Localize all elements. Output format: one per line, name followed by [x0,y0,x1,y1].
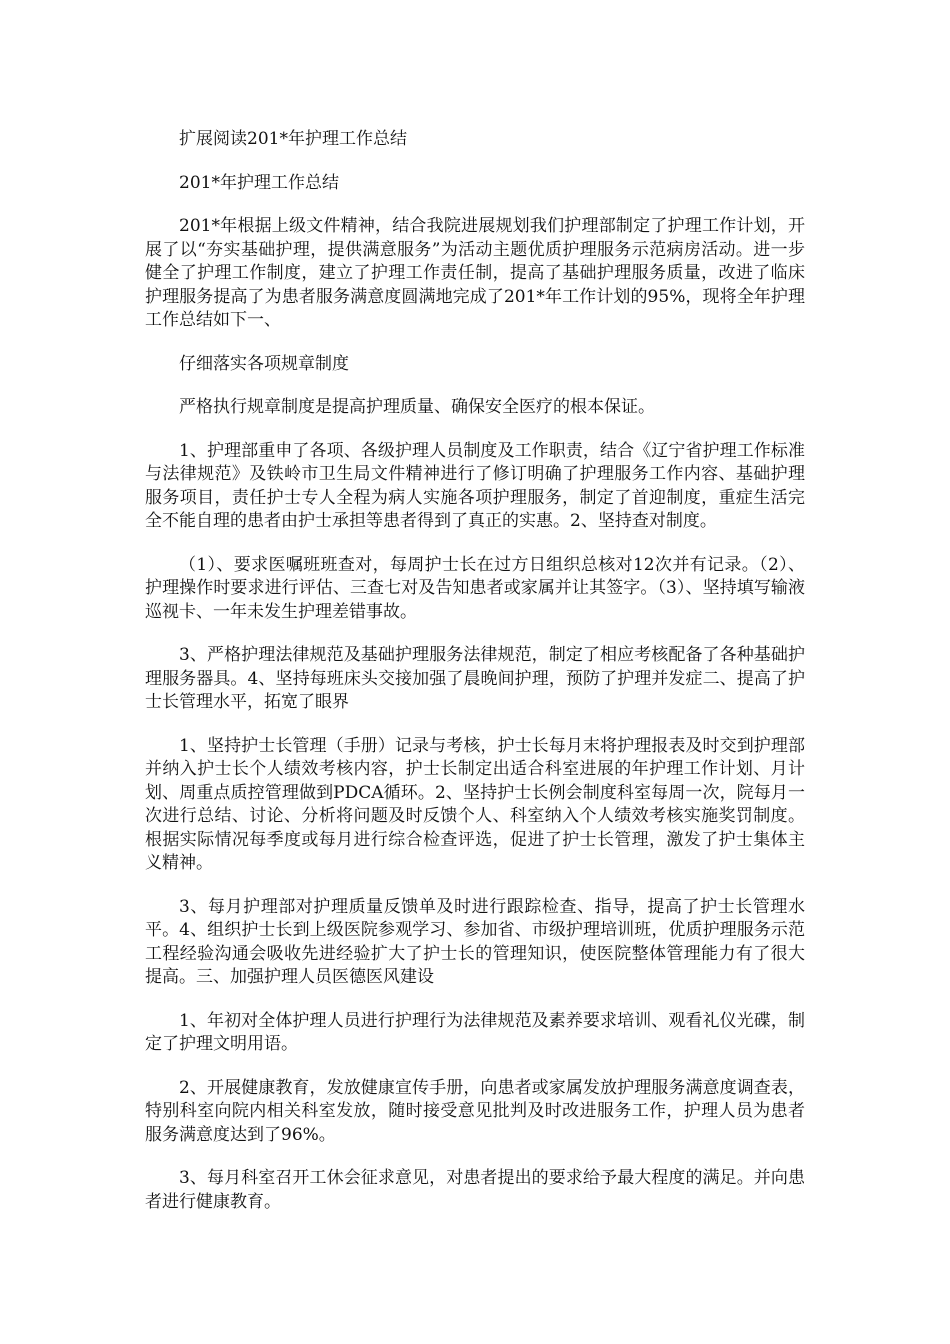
paragraph-ethics-2: 2、开展健康教育，发放健康宣传手册，向患者或家属发放护理服务满意度调查表，特别科室向院内相关科室发放，随时接受意见批判及时改进服务工作，护理人员为患者服务满意度达到了96%。 [145,1077,805,1145]
paragraph-ethics-3: 3、每月科室召开工休会征求意见，对患者提出的要求给予最大程度的满足。并向患者进行健康教育。 [145,1168,805,1212]
section-heading-rules: 仔细落实各项规章制度 [179,353,349,374]
document-title: 201*年护理工作总结 [179,172,339,193]
paragraph-rules-check: （1）、要求医嘱班班查对，每周护士长在过方日组织总核对12次并有记录。（2）、护理操作时要求进行评估、三查七对及告知患者或家属并让其签字。（3）、坚持填写输液巡视卡、一年未发生护理差错事故。 [145,554,805,622]
paragraph-management-3: 3、每月护理部对护理质量反馈单及时进行跟踪检查、指导，提高了护士长管理水平。4、组织护士长到上级医院参观学习、参加省、市级护理培训班，优质护理服务示范工程经验沟通会吸收先进经验扩大了护士长的管理知识，使医院整体管理能力有了很大提高。三、加强护理人员医德医风建设 [145,896,805,987]
paragraph-rules-3: 3、严格护理法律规范及基础护理服务法律规范，制定了相应考核配备了各种基础护理服务器具。4、坚持每班床头交接加强了晨晚间护理，预防了护理并发症二、提高了护士长管理水平，拓宽了眼界 [145,645,805,712]
document-body [145,128,805,1234]
paragraph-management-1: 1、坚持护士长管理（手册）记录与考核，护士长每月末将护理报表及时交到护理部并纳入护士长个人绩效考核内容，护士长制定出适合科室进展的年护理工作计划、月计划、周重点质控管理做到PDCA循环。2、坚持护士长例会制度科室每周一次，院每月一次进行总结、讨论、分析将问题及时反馈个人、科室纳入个人绩效考核实施奖罚制度。根据实际情况每季度或每月进行综合检查评选，促进了护士长管理，激发了护士集体主义精神。 [145,735,805,873]
paragraph-rules-summary: 严格执行规章制度是提高护理质量、确保安全医疗的根本保证。 [179,397,655,417]
paragraph-rules-1: 1、护理部重申了各项、各级护理人员制度及工作职责，结合《辽宁省护理工作标准与法律规范》及铁岭市卫生局文件精神进行了修订明确了护理服务工作内容、基础护理服务项目，责任护士专人全程为病人实施各项护理服务，制定了首迎制度，重症生活完全不能自理的患者由护士承担等患者得到了真正的实惠。2、坚持查对制度。 [145,440,805,531]
document-heading: 扩展阅读201*年护理工作总结 [179,129,407,149]
paragraph-intro: 201*年根据上级文件精神，结合我院进展规划我们护理部制定了护理工作计划，开展了以“夯实基础护理，提供满意服务”为活动主题优质护理服务示范病房活动。进一步健全了护理工作制度，建立了护理工作责任制，提高了基础护理服务质量，改进了临床护理服务提高了为患者服务满意度圆满地完成了201*年工作计划的95%，现将全年护理工作总结如下一、 [145,216,805,330]
paragraph-ethics-1: 1、年初对全体护理人员进行护理行为法律规范及素养要求培训、观看礼仪光碟，制定了护理文明用语。 [145,1010,805,1054]
